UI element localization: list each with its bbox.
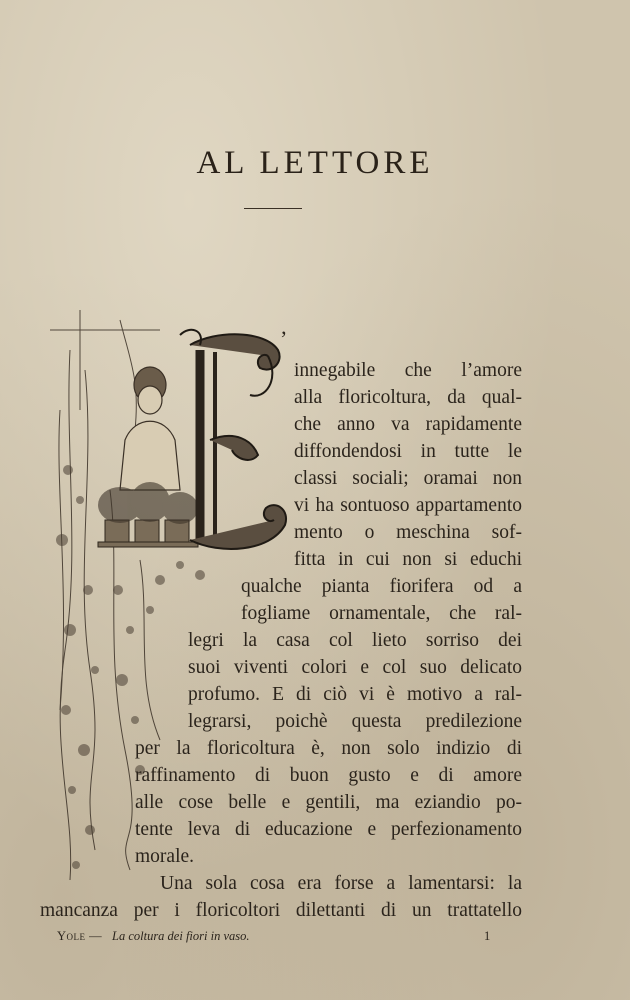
- text-line: fogliame ornamentale, che ral-: [241, 603, 522, 624]
- text-line: legri la casa col lieto sorriso dei: [188, 630, 522, 651]
- text-line: innegabile che l’amore: [294, 360, 522, 381]
- footer-work-title: La coltura dei fiori in vaso.: [112, 929, 250, 943]
- text-line: classi sociali; oramai non: [294, 468, 522, 489]
- text-line: Una sola cosa era forse a lamentarsi: la: [160, 873, 522, 894]
- text-line: alle cose belle e gentili, ma eziandio po-: [135, 792, 522, 813]
- text-line: qualche pianta fiorifera od a: [241, 576, 522, 597]
- text-line: suoi viventi colori e col suo delicato: [188, 657, 522, 678]
- page-number: 1: [484, 929, 491, 943]
- text-line: per la floricoltura è, non solo indizio di: [135, 738, 522, 759]
- page-title: AL LETTORE: [196, 145, 434, 181]
- text-line: diffondendosi in tutte le: [294, 441, 522, 462]
- text-line: profumo. E di ciò vi è motivo a ral-: [188, 684, 522, 705]
- text-line: che anno va rapidamente: [294, 414, 522, 435]
- text-line: mento o meschina sof-: [294, 522, 522, 543]
- text-line: morale.: [135, 846, 195, 867]
- text-line: tente leva di educazione e perfezionamento: [135, 819, 522, 840]
- drop-cap-apostrophe: ’: [280, 326, 288, 351]
- text-line: alla floricoltura, da qual-: [294, 387, 522, 408]
- text-line: mancanza per i floricoltori dilettanti di un trattatello: [40, 900, 522, 921]
- text-line: fitta in cui non si educhi: [294, 549, 522, 570]
- text-line: vi ha sontuoso appartamento: [294, 495, 522, 516]
- text-line: legrarsi, poichè questa predilezione: [188, 711, 522, 732]
- title-rule: [244, 208, 302, 209]
- text-line: raffinamento di buon gusto e di amore: [135, 765, 522, 786]
- footer-author: Yole —: [57, 929, 103, 943]
